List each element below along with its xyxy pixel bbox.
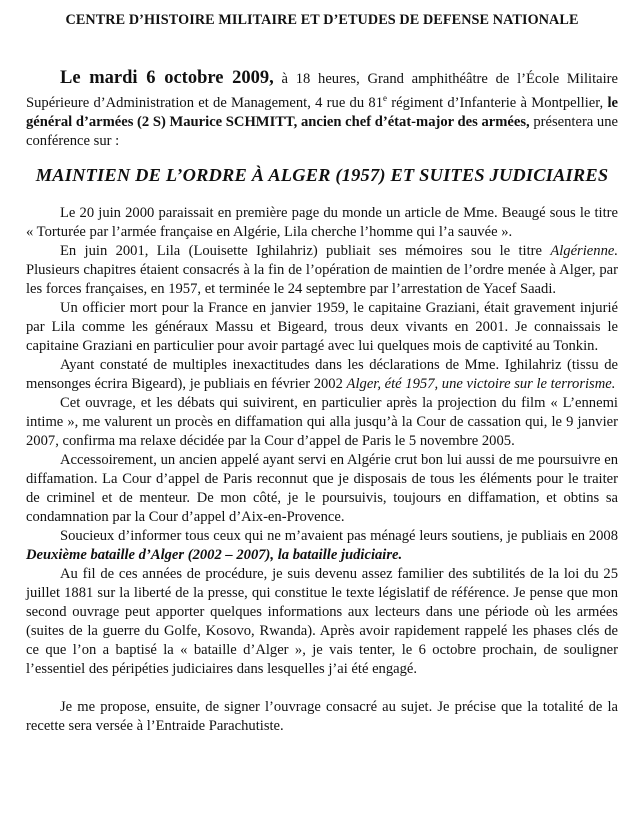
paragraph-7-text: Soucieux d’informer tous ceux qui ne m’avaient pas ménagé leurs soutiens, je publiais en 2008 [60,527,618,544]
ordinal-superscript: e [383,93,387,103]
paragraph-4-text: Ayant constaté de multiples inexactitudes dans les déclarations de Mme. Ighilahriz (tissu de mensonges écrira Bigeard), je publiais en février 2002 [26,356,618,392]
paragraph-2-text-a: En juin 2001, Lila (Louisette Ighilahriz) publiait ses mémoires sou le titre [60,242,551,259]
intro-paragraph [26,69,618,151]
paragraph-2-text-b: Plusieurs chapitres étaient consacrés à la fin de l’opération de maintien de l’ordre menée à Alger, par les forces françaises, en 1957, et terminée le 24 septembre par l’arrestation de Yacef Saadi. [26,261,618,297]
book-title-deuxieme-bataille: Deuxième bataille d’Alger (2002 – 2007), la bataille judiciaire. [26,546,403,563]
paragraph-2 [26,242,618,299]
conference-title: MAINTIEN DE L’ORDRE À ALGER (1957) ET SUITES JUDICIAIRES [35,164,609,185]
paragraph-5: Cet ouvrage, et les débats qui suivirent, en particulier après la projection du film « L’ennemi intime », me valurent un procès en diffamation qui alla jusqu’à la Cour de cassation qui, le 9 janvier 2007, confirma ma relaxe décidée par la Cour d’appel de Paris le 5 novembre 2005. [26,394,618,449]
paragraph-3: Un officier mort pour la France en janvier 1959, le capitaine Graziani, était gravement injurié par Lila comme les généraux Massu et Bigeard, trous deux vivants en 2001. Je connaissais le capitaine Graziani en particulier pour avoir partagé avec lui quelques mois de captivité au Tonkin. [26,299,618,354]
paragraph-9: Je me propose, ensuite, de signer l’ouvrage consacré au sujet. Je précise que la totalité de la recette sera versée à l’Entraide Parachutiste. [26,698,618,734]
organization-header: CENTRE D’HISTOIRE MILITAIRE ET D’ETUDES DE DEFENSE NATIONALE [65,12,579,28]
book-title-algerienne: Algérienne. [550,242,618,259]
intro-text-1: à 18 heures, Grand amphithéâtre de l’École Militaire Supérieure d’Administration et de Management, 4 rue du 81 [26,71,618,111]
paragraph-4 [26,356,618,394]
paragraph-6: Accessoirement, un ancien appelé ayant servi en Algérie crut bon lui aussi de me poursuivre en diffamation. La Cour d’appel de Paris reconnut que je disposais de tous les éléments pour le traiter de criminel et de menteur. De mon côté, je le poursuivis, toujours en diffamation, et obtins sa condamnation par la Cour d’appel d’Aix-en-Provence. [26,451,618,525]
event-date: Le mardi 6 octobre 2009, [60,68,274,88]
paragraph-spacer [26,679,618,698]
book-title-alger-1957: Alger, été 1957, une victoire sur le terrorisme. [346,375,616,392]
intro-text-3: présentera une conférence sur : [26,113,619,149]
speaker-name: le général d’armées (2 S) Maurice SCHMITT, ancien chef d’état-major des armées, [26,94,618,130]
paragraph-7 [26,527,618,565]
paragraph-1: Le 20 juin 2000 paraissait en première page du monde un article de Mme. Beaugé sous le titre « Torturée par l’armée française en Algérie, Lila cherche l’homme qui l’a sauvée ». [26,204,618,240]
intro-text-2: régiment d’Infanterie à Montpellier, [387,94,608,111]
paragraph-8: Au fil de ces années de procédure, je suis devenu assez familier des subtilités de la loi du 25 juillet 1881 sur la liberté de la presse, qui constitue le texte législatif de référence. Je pense que mon second ouvrage peut apporter quelques informations aux lecteurs dans une période où les armées (suites de la guerre du Golfe, Kosovo, Rwanda). Après avoir rapidement rappelé les phases clés de ce que l’on a baptisé la « bataille d’Alger », je vais tenter, le 6 octobre prochain, de souligner l’essentiel des péripéties judiciaires dans lesquelles j’ai été engagé. [26,565,618,677]
